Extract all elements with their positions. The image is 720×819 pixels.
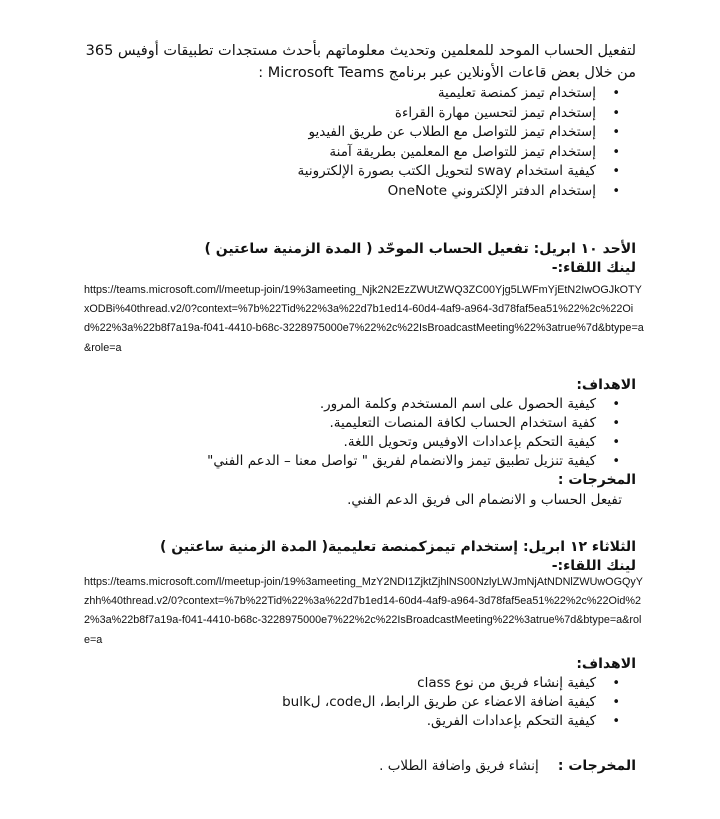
session1-header bbox=[84, 240, 636, 278]
goal-item: • كيفية اضافة الاعضاء عن طريق الرابط، الcode، لbulk bbox=[84, 693, 596, 712]
session2-link-label: لينك اللقاء:- bbox=[551, 558, 636, 574]
session1-goals-list bbox=[84, 395, 636, 471]
intro-item: • إستخدام تيمز للتواصل مع المعلمين بطريقة آمنة bbox=[80, 143, 596, 163]
goal-item: • كيفية تنزيل تطبيق تيمز والانضمام لفريق " تواصل معنا – الدعم الفني" bbox=[84, 452, 596, 471]
session2-meeting-link[interactable]: https://teams.microsoft.com/l/meetup-join/19%3ameeting_MzY2NDI1ZjktZjhlNS00NzlyLWJmNjAtNDNlZWUwOGQyYzhh%40thread.v2/0?context=%7b%22Tid%22%3a%22d7b1ed14-60d4-4af9-a964-3d78faf5ea51%22%2c%22Oid%22%3a%22b8f7a19a-f041-4410-b68c-3228975000e7%22%2c%22IsBroadcastMeeting%22%3atrue%7d&btype=a&role=a bbox=[84, 576, 643, 646]
intro-item: • إستخدام تيمز للتواصل مع الطلاب عن طريق الفيديو bbox=[80, 123, 596, 143]
session1-title: الأحد ١٠ ابريل: تفعيل الحساب الموحّد ( المدة الزمنية ساعتين ) bbox=[204, 241, 636, 257]
session1-outputs-text: تفيعل الحساب و الانضمام الى فريق الدعم الفني. bbox=[347, 492, 622, 508]
intro-list bbox=[80, 84, 622, 202]
session1-outputs-label: المخرجات : bbox=[557, 472, 636, 488]
session1-goals-label: الاهداف: bbox=[576, 377, 636, 393]
intro-item: • إستخدام تيمز كمنصة تعليمية bbox=[80, 84, 596, 104]
session2-goals bbox=[84, 655, 636, 731]
session2-title: الثلاثاء ١٢ ابريل: إستخدام تيمزكمنصة تعليمية( المدة الزمنية ساعتين ) bbox=[159, 539, 636, 555]
intro-item: • إستخدام تيمز لتحسين مهارة القراءة bbox=[80, 104, 596, 124]
session2-goals-label: الاهداف: bbox=[576, 656, 636, 672]
session2-outputs-text: إنشاء فريق واضافة الطلاب . bbox=[379, 758, 539, 774]
intro-paragraph: لتفعيل الحساب الموحد للمعلمين وتحديث معلوماتهم بأحدث مستجدات تطبيقات أوفيس 365 من خلال بعض قاعات الأونلاين عبر برنامج Microsoft Teams : bbox=[85, 43, 636, 81]
goal-item: • كيفية التحكم بإعدادات الاوفيس وتحويل اللغة. bbox=[84, 433, 596, 452]
goal-item: • كفية استخدام الحساب لكافة المنصات التعليمية. bbox=[84, 414, 596, 433]
session2-outputs bbox=[84, 755, 636, 776]
session1-goals bbox=[84, 376, 636, 510]
session2-header bbox=[84, 538, 636, 576]
goal-item: • كيفية الحصول على اسم المستخدم وكلمة المرور. bbox=[84, 395, 596, 414]
intro-section bbox=[80, 40, 636, 202]
session1-meeting-link[interactable]: https://teams.microsoft.com/l/meetup-join/19%3ameeting_Njk2N2EzZWUtZWQ3ZC00Yjg5LWFmYjEtN2IwOGJkOTYxODBi%40thread.v2/0?context=%7b%22Tid%22%3a%22d7b1ed14-60d4-4af9-a964-3d78faf5ea51%22%2c%22Oid%22%3a%22b8f7a19a-f041-4410-b68c-3228975000e7%22%2c%22IsBroadcastMeeting%22%3atrue%7d&btype=a&role=a bbox=[84, 284, 644, 354]
goal-item: • كيفية التحكم بإعدادات الفريق. bbox=[84, 712, 596, 731]
intro-item: • إستخدام الدفتر الإلكتروني OneNote bbox=[80, 182, 596, 202]
session2-goals-list bbox=[84, 674, 636, 731]
goal-item: • كيفية إنشاء فريق من نوع class bbox=[84, 674, 596, 693]
intro-item: • كيفية استخدام sway لتحويل الكتب بصورة الإلكترونية bbox=[80, 162, 596, 182]
session2-outputs-label: المخرجات : bbox=[557, 758, 636, 774]
session1-link-label: لينك اللقاء:- bbox=[551, 260, 636, 276]
